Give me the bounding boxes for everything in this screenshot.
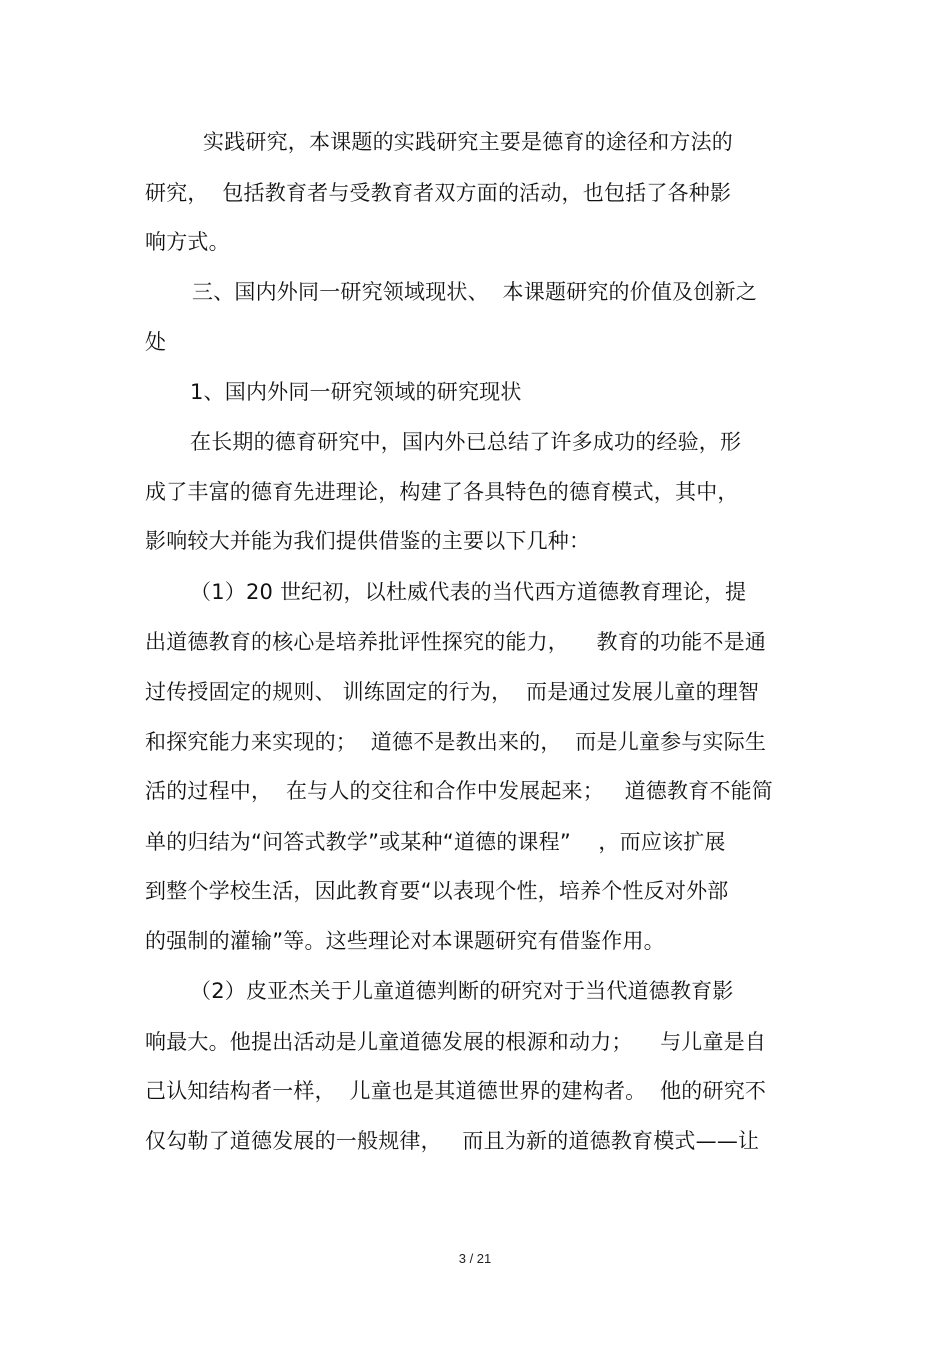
subsection-heading-1: 1、国内外同一研究领域的研究现状: [190, 380, 522, 404]
section-heading-3: 三、国内外同一研究领域现状、 本课题研究的价值及创新之: [192, 280, 757, 304]
text-line-2: 研究， 包括教育者与受教育者双方面的活动，也包括了各种影: [145, 181, 732, 205]
page-number: 3 / 21: [458, 1251, 492, 1266]
text-line-19: 响最大。他提出活动是儿童道德发展的根源和动力； 与儿童是自: [145, 1030, 767, 1054]
text-line-15: 单的归结为“问答式教学”或某种“道德的课程” ，而应该扩展: [145, 830, 726, 854]
text-line-13: 和探究能力来实现的； 道德不是教出来的， 而是儿童参与实际生: [145, 730, 767, 754]
text-line-14: 活的过程中， 在与人的交往和合作中发展起来； 道德教育不能简: [145, 779, 773, 803]
text-line-9: 影响较大并能为我们提供借鉴的主要以下几种：: [145, 529, 591, 553]
text-line-12: 过传授固定的规则、 训练固定的行为， 而是通过发展儿童的理智: [145, 680, 760, 704]
text-line-8: 成了丰富的德育先进理论，构建了各具特色的德育模式，其中，: [145, 480, 739, 504]
text-line-16: 到整个学校生活，因此教育要“以表现个性，培养个性反对外部: [145, 879, 729, 903]
text-line-18: （2）皮亚杰关于儿童道德判断的研究对于当代道德教育影: [190, 979, 734, 1003]
text-line-7: 在长期的德育研究中，国内外已总结了许多成功的经验，形: [190, 430, 742, 454]
text-line-20: 己认知结构者一样， 儿童也是其道德世界的建构者。 他的研究不: [145, 1079, 767, 1103]
text-line-3: 响方式。: [145, 230, 230, 254]
text-line-11: 出道德教育的核心是培养批评性探究的能力， 教育的功能不是通: [145, 630, 767, 654]
text-line-10: （1）20 世纪初，以杜威代表的当代西方道德教育理论，提: [190, 580, 747, 604]
text-line-1: 实践研究，本课题的实践研究主要是德育的途径和方法的: [203, 130, 733, 154]
text-line-17: 的强制的灌输”等。这些理论对本课题研究有借鉴作用。: [145, 929, 665, 953]
text-line-21: 仅勾勒了道德发展的一般规律， 而且为新的道德教育模式——让: [145, 1129, 760, 1153]
section-heading-3-cont: 处: [145, 330, 167, 354]
